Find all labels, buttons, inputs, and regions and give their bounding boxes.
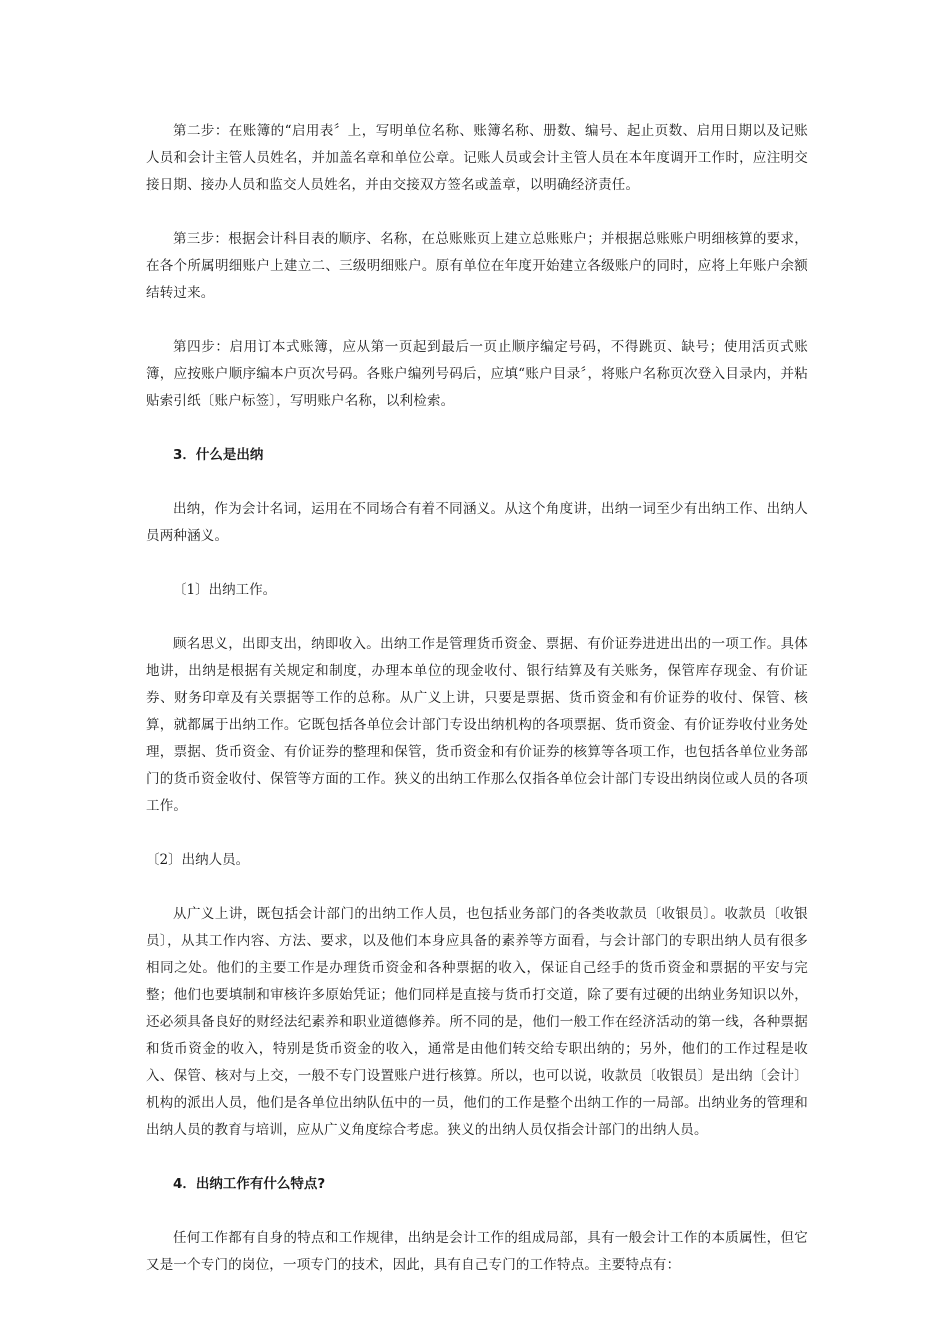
paragraph-gap: [146, 1144, 808, 1171]
step4-paragraph: 第四步：启用订本式账簿，应从第一页起到最后一页止顺序编定号码，不得跳页、缺号；使用活页式账簿，应按账户顺序编本户页次号码。各账户编列号码后，应填“账户目录〞，将账户名称页次登入目录内，并粘贴索引纸〔账户标签〕，写明账户名称，以利检索。: [146, 339, 808, 409]
paragraph-gap: [146, 199, 808, 226]
document-page: [146, 118, 808, 1279]
step3-paragraph: 第三步：根据会计科目表的顺序、名称，在总账账页上建立总账账户；并根据总账账户明细核算的要求，在各个所属明细账户上建立二、三级明细账户。原有单位在年度开始建立各级账户的同时，应将上年账户余额结转过来。: [146, 231, 808, 301]
paragraph-gap: [146, 307, 808, 334]
cashier-work-paragraph: 顾名思义，出即支出，纳即收入。出纳工作是管理货币资金、票据、有价证券进进出出的一项工作。具体地讲，出纳是根据有关规定和制度，办理本单位的现金收付、银行结算及有关账务，保管库存现金、有价证券、财务印章及有关票据等工作的总称。从广义上讲，只要是票据、货币资金和有价证券的收付、保管、核算，就都属于出纳工作。它既包括各单位会计部门专设出纳机构的各项票据、货币资金、有价证券收付业务处理，票据、货币资金、有价证券的整理和保管，货币资金和有价证券的核算等各项工作，也包括各单位业务部门的货币资金收付、保管等方面的工作。狭义的出纳工作那么仅指各单位会计部门专设出纳岗位或人员的各项工作。: [146, 636, 808, 814]
paragraph-gap: [146, 820, 808, 847]
paragraph-gap: [146, 1198, 808, 1225]
paragraph-gap: [146, 604, 808, 631]
paragraph-gap: [146, 550, 808, 577]
section-heading-3: 3．什么是出纳: [173, 447, 264, 463]
cashier-intro-paragraph: 出纳，作为会计名词，运用在不同场合有着不同涵义。从这个角度讲，出纳一词至少有出纳工作、出纳人员两种涵义。: [146, 501, 808, 544]
step2-paragraph: 第二步：在账簿的“启用表〞上，写明单位名称、账簿名称、册数、编号、起止页数、启用日期以及记账人员和会计主管人员姓名，并加盖名章和单位公章。记账人员或会计主管人员在本年度调开工作时，应注明交接日期、接办人员和监交人员姓名，并由交接双方签名或盖章，以明确经济责任。: [146, 123, 808, 193]
section-heading-4: 4．出纳工作有什么特点?: [173, 1176, 326, 1192]
cashier-staff-paragraph: 从广义上讲，既包括会计部门的出纳工作人员，也包括业务部门的各类收款员〔收银员〕。收款员〔收银员〕，从其工作内容、方法、要求，以及他们本身应具备的素养等方面看，与会计部门的专职出纳人员有很多相同之处。他们的主要工作是办理货币资金和各种票据的收入，保证自己经手的货币资金和票据的平安与完整；他们也要填制和审核许多原始凭证；他们同样是直接与货币打交道，除了要有过硬的出纳业务知识以外，还必须具备良好的财经法纪素养和职业道德修养。所不同的是，他们一般工作在经济活动的第一线，各种票据和货币资金的收入，特别是货币资金的收入，通常是由他们转交给专职出纳的；另外，他们的工作过程是收入、保管、核对与上交，一般不专门设置账户进行核算。所以，也可以说，收款员〔收银员〕是出纳〔会计〕机构的派出人员，他们是各单位出纳队伍中的一员，他们的工作是整个出纳工作的一局部。出纳业务的管理和出纳人员的教育与培训，应从广义角度综合考虑。狭义的出纳人员仅指会计部门的出纳人员。: [146, 906, 808, 1138]
paragraph-gap: [146, 874, 808, 901]
features-intro-paragraph: 任何工作都有自身的特点和工作规律，出纳是会计工作的组成局部，具有一般会计工作的本质属性，但它又是一个专门的岗位，一项专门的技术，因此，具有自己专门的工作特点。主要特点有：: [146, 1230, 808, 1273]
paragraph-gap: [146, 415, 808, 442]
paragraph-gap: [146, 469, 808, 496]
subheading-cashier-staff: 〔2〕出纳人员。: [146, 852, 250, 868]
subheading-cashier-work: 〔1〕出纳工作。: [173, 582, 277, 598]
